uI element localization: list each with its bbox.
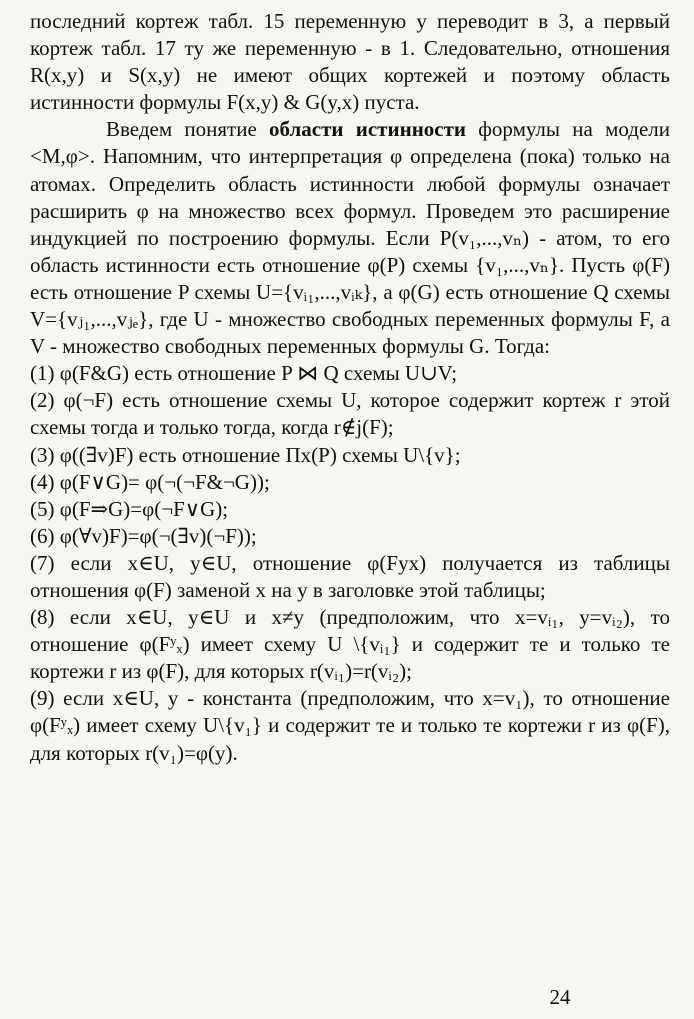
- list-item: (2) φ(¬F) есть отношение схемы U, которое содержит кортеж r этой схемы тогда и только тогда, когда r∉j(F);: [30, 388, 670, 440]
- list-item: (4) φ(F∨G)= φ(¬(¬F&¬G));: [30, 469, 270, 494]
- list-item: (9) если x∈U, y - константа (предположим, что x=v₁), то отношение φ(Fʸₓ) имеет схему U\{v₁} и содержит те и только те кортежи r из φ(F), для которых r(v₁)=φ(y).: [30, 686, 670, 765]
- list-item: (5) φ(F⇒G)=φ(¬F∨G);: [30, 496, 229, 521]
- list-item: (8) если x∈U, y∈U и x≠y (предположим, что x=vᵢ₁, y=vᵢ₂), то отношение φ(Fʸₓ) имеет схему U \{vᵢ₁} и содержит те и только те кортежи r из φ(F), для которых r(vᵢ₁)=r(vᵢ₂);: [30, 605, 670, 684]
- list-item: (7) если x∈U, y∈U, отношение φ(Fyx) получается из таблицы отношения φ(F) заменой x на y в заголовке этой таблицы;: [30, 550, 670, 602]
- list-item: (6) φ(∀v)F)=φ(¬(∃v)(¬F));: [30, 523, 257, 548]
- body-text: [30, 8, 670, 767]
- page-number: 24: [549, 985, 571, 1009]
- paragraph-1: последний кортеж табл. 15 переменную у переводит в 3, а первый кортеж табл. 17 ту же переменную - в 1. Следовательно, отношения R(x,y) и S(x,y) не имеют общих кортежей и поэтому область истинности формулы F(x,y) & G(y,x) пуста.: [30, 9, 670, 115]
- paragraph-2: [30, 116, 670, 360]
- paragraph-2-pre: Введем понятие: [106, 117, 270, 142]
- term-truth-domain: области истинности: [269, 117, 467, 142]
- list-item: (1) φ(F&G) есть отношение P ⋈ Q схемы U∪V;: [30, 361, 458, 386]
- list-item: (3) φ((∃v)F) есть отношение Πx(P) схемы U\{v};: [30, 442, 461, 467]
- paragraph-2-post: формулы на модели <M,φ>. Напомним, что интерпретация φ определена (пока) только на атомах. Определить область истинности любой формулы означает расширить φ на множество всех формул. Проведем это расширение индукцией по построению формулы. Если P(v₁,...,vₙ) - атом, то его область истинности есть отношение φ(P) схемы {v₁,...,vₙ}. Пусть φ(F) есть отношение P схемы U={vᵢ₁,...,vᵢₖ}, а φ(G) есть отношение Q схемы V={vⱼ₁,...,vⱼₑ}, где U - множество свободных переменных формулы F, а V - множество свободных переменных формулы G. Тогда:: [30, 117, 670, 359]
